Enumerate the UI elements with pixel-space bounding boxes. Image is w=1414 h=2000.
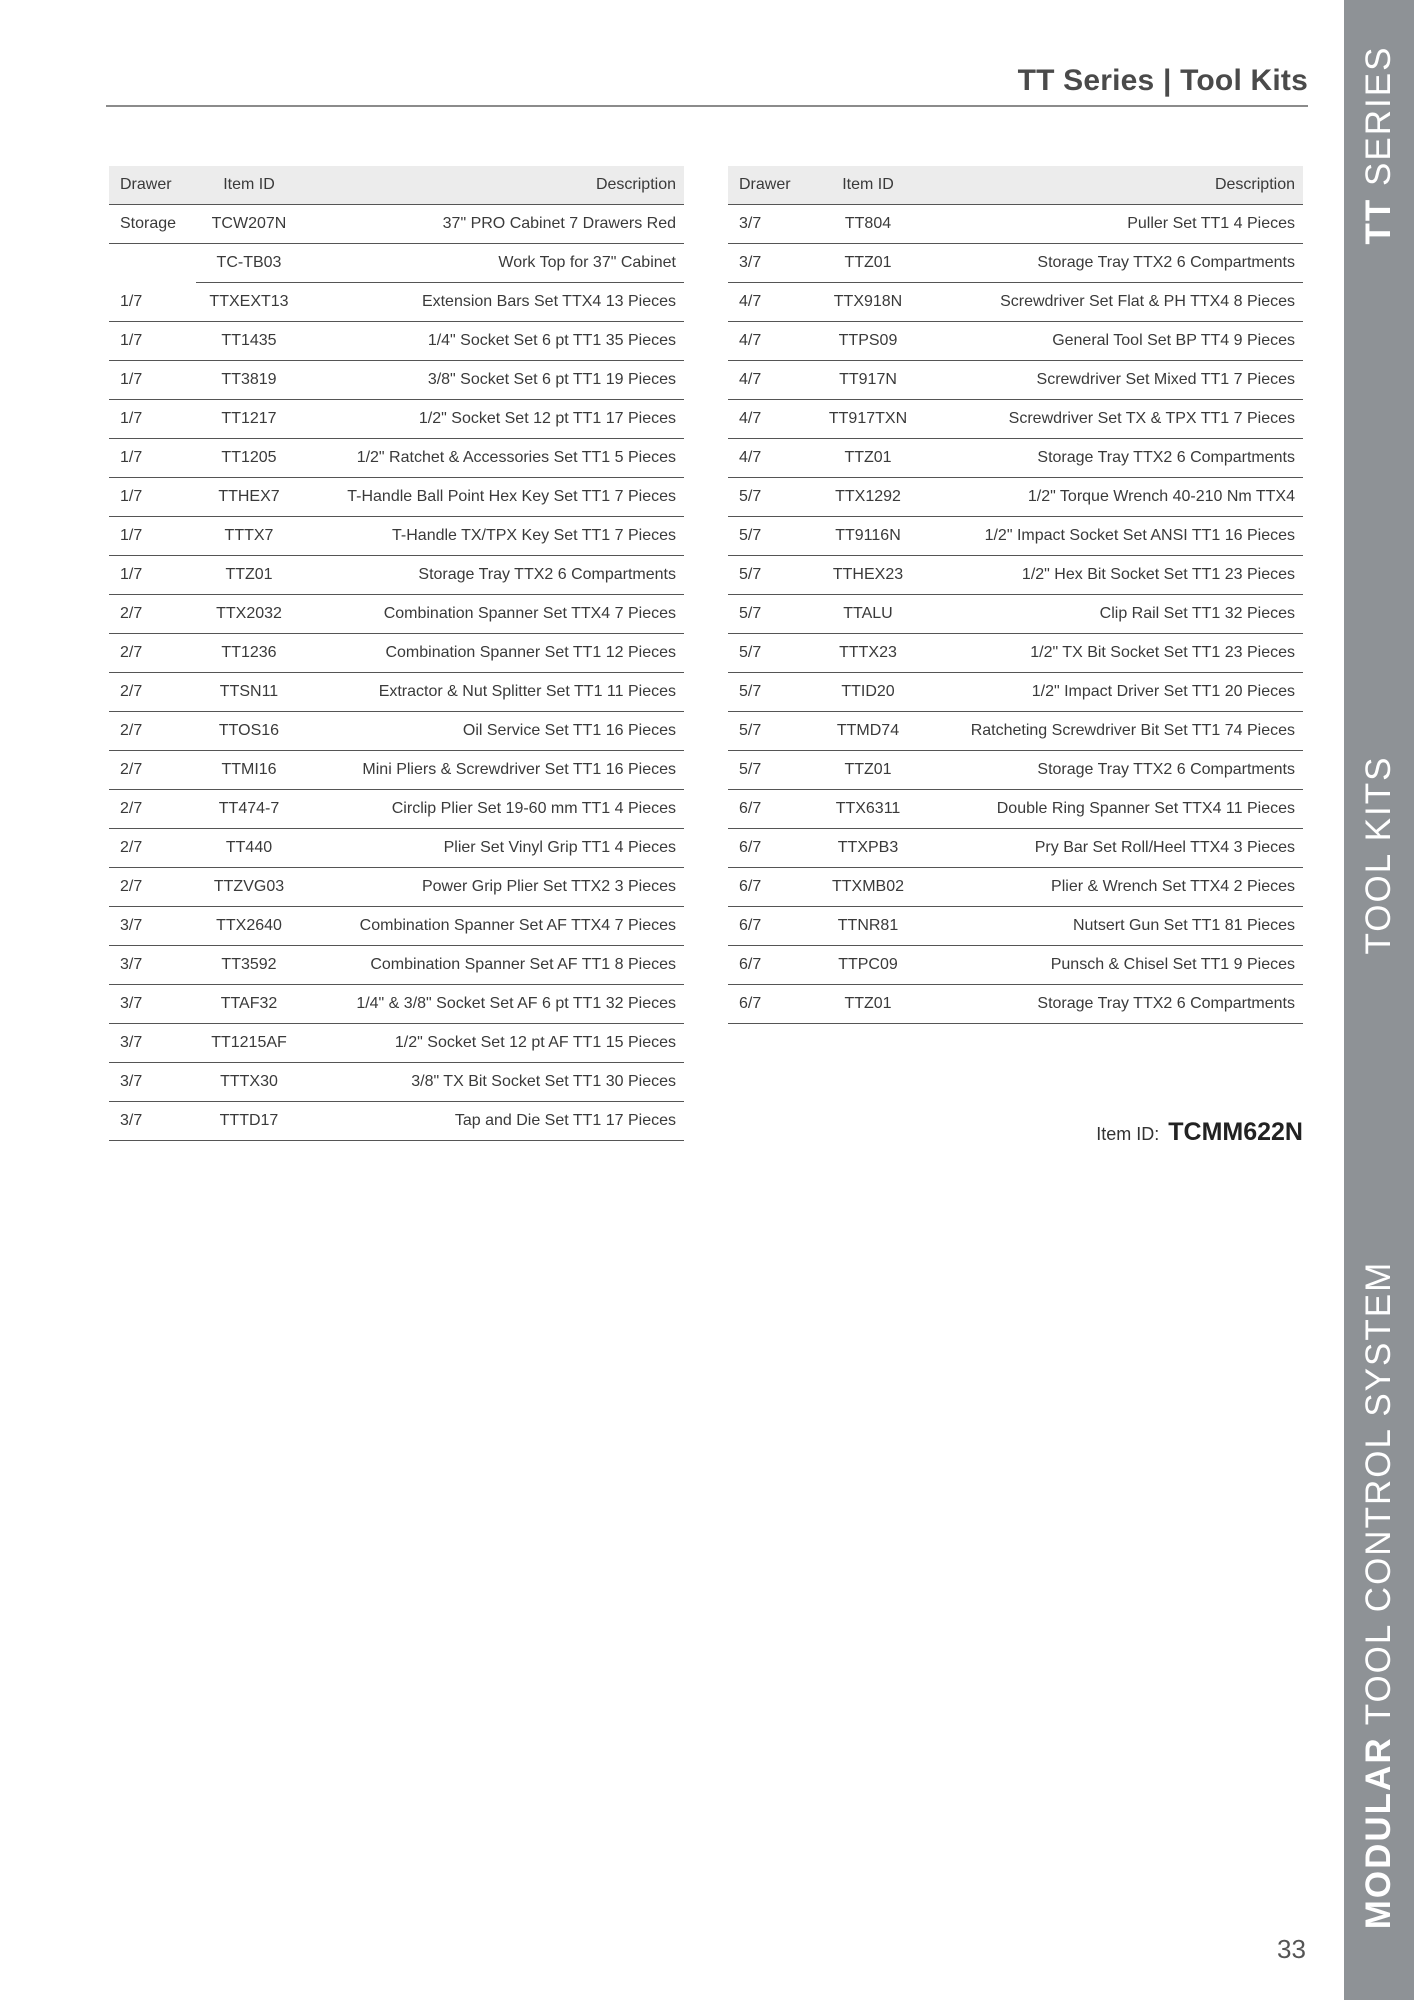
item-id-cell: TTXEXT13	[196, 283, 302, 322]
table-row	[109, 1024, 684, 1063]
table-row	[109, 517, 684, 556]
item-id-cell: TTX2640	[196, 907, 302, 946]
left-table-header	[109, 166, 684, 205]
description-cell: 1/2" Torque Wrench 40-210 Nm TTX4	[921, 478, 1303, 517]
description-cell: Plier Set Vinyl Grip TT1 4 Pieces	[302, 829, 684, 868]
item-id-cell: TC-TB03	[196, 244, 302, 283]
table-row	[109, 790, 684, 829]
description-cell: Oil Service Set TT1 16 Pieces	[302, 712, 684, 751]
table-row	[109, 322, 684, 361]
item-id-cell: TTZ01	[196, 556, 302, 595]
table-row	[109, 673, 684, 712]
table-row	[109, 985, 684, 1024]
table-row	[728, 868, 1303, 907]
drawer-cell: 4/7	[728, 400, 815, 439]
description-cell: Combination Spanner Set TTX4 7 Pieces	[302, 595, 684, 634]
system-label	[1359, 1261, 1399, 1930]
drawer-cell: 2/7	[109, 595, 196, 634]
description-cell: Storage Tray TTX2 6 Compartments	[302, 556, 684, 595]
item-id-cell: TTX918N	[815, 283, 921, 322]
column-header-drawer: Drawer	[109, 166, 196, 205]
table-row	[728, 712, 1303, 751]
description-cell: 1/2" Socket Set 12 pt TT1 17 Pieces	[302, 400, 684, 439]
drawer-cell: 3/7	[109, 1102, 196, 1141]
description-cell: Punsch & Chisel Set TT1 9 Pieces	[921, 946, 1303, 985]
drawer-cell: 2/7	[109, 868, 196, 907]
description-cell: Storage Tray TTX2 6 Compartments	[921, 244, 1303, 283]
table-row	[109, 829, 684, 868]
item-id-cell: TTHEX7	[196, 478, 302, 517]
column-header-description: Description	[302, 166, 684, 205]
table-row	[109, 1102, 684, 1141]
description-cell: Work Top for 37" Cabinet	[302, 244, 684, 283]
drawer-cell: 3/7	[728, 244, 815, 283]
table-row	[109, 712, 684, 751]
description-cell: 1/2" Impact Driver Set TT1 20 Pieces	[921, 673, 1303, 712]
description-cell: 1/2" TX Bit Socket Set TT1 23 Pieces	[921, 634, 1303, 673]
table-row	[728, 322, 1303, 361]
drawer-cell: 2/7	[109, 673, 196, 712]
column-header-description: Description	[921, 166, 1303, 205]
drawer-cell: 1/7	[109, 322, 196, 361]
table-row	[109, 283, 684, 322]
description-cell: 1/4" Socket Set 6 pt TT1 35 Pieces	[302, 322, 684, 361]
drawer-cell: 3/7	[109, 1063, 196, 1102]
item-id-cell: TTXPB3	[815, 829, 921, 868]
item-id-cell: TTX1292	[815, 478, 921, 517]
item-id-cell: TTZVG03	[196, 868, 302, 907]
drawer-cell: 6/7	[728, 946, 815, 985]
item-id-cell: TTTX23	[815, 634, 921, 673]
description-cell: 1/2" Socket Set 12 pt AF TT1 15 Pieces	[302, 1024, 684, 1063]
item-id-cell: TT3592	[196, 946, 302, 985]
description-cell: Puller Set TT1 4 Pieces	[921, 205, 1303, 244]
drawer-cell: 1/7	[109, 400, 196, 439]
drawer-cell: 2/7	[109, 634, 196, 673]
series-label	[1359, 46, 1399, 245]
drawer-cell	[109, 244, 196, 283]
description-cell: Combination Spanner Set TT1 12 Pieces	[302, 634, 684, 673]
column-header-item-id: Item ID	[815, 166, 921, 205]
drawer-cell: 3/7	[728, 205, 815, 244]
description-cell: 1/2" Hex Bit Socket Set TT1 23 Pieces	[921, 556, 1303, 595]
column-header-drawer: Drawer	[728, 166, 815, 205]
table-row	[728, 439, 1303, 478]
table-row	[109, 556, 684, 595]
right-table	[728, 166, 1303, 1024]
table-row	[109, 244, 684, 283]
item-id-cell: TT1236	[196, 634, 302, 673]
page-header	[106, 58, 1308, 107]
description-cell: Extension Bars Set TTX4 13 Pieces	[302, 283, 684, 322]
description-cell: T-Handle Ball Point Hex Key Set TT1 7 Pieces	[302, 478, 684, 517]
item-id-cell: TT3819	[196, 361, 302, 400]
table-row	[109, 595, 684, 634]
tool-kits-label: TOOL KITS	[1359, 755, 1398, 955]
description-cell: Combination Spanner Set AF TT1 8 Pieces	[302, 946, 684, 985]
kit-item-id	[1096, 1118, 1303, 1147]
table-row	[109, 205, 684, 244]
item-id-cell: TTALU	[815, 595, 921, 634]
table-row	[109, 907, 684, 946]
drawer-cell: 2/7	[109, 829, 196, 868]
item-id-cell: TT474-7	[196, 790, 302, 829]
drawer-cell: 1/7	[109, 361, 196, 400]
drawer-cell: 2/7	[109, 751, 196, 790]
item-id-cell: TT9116N	[815, 517, 921, 556]
description-cell: T-Handle TX/TPX Key Set TT1 7 Pieces	[302, 517, 684, 556]
item-id-cell: TTOS16	[196, 712, 302, 751]
item-id-cell: TT804	[815, 205, 921, 244]
item-id-cell: TTAF32	[196, 985, 302, 1024]
item-id-cell: TTZ01	[815, 985, 921, 1024]
drawer-cell: 4/7	[728, 361, 815, 400]
table-row	[109, 634, 684, 673]
description-cell: Extractor & Nut Splitter Set TT1 11 Pieces	[302, 673, 684, 712]
drawer-cell: 6/7	[728, 790, 815, 829]
table-row	[728, 634, 1303, 673]
description-cell: General Tool Set BP TT4 9 Pieces	[921, 322, 1303, 361]
drawer-cell: 5/7	[728, 556, 815, 595]
table-row	[728, 517, 1303, 556]
side-strip	[1344, 0, 1414, 2000]
drawer-cell: 1/7	[109, 478, 196, 517]
description-cell: 37" PRO Cabinet 7 Drawers Red	[302, 205, 684, 244]
drawer-cell: 4/7	[728, 322, 815, 361]
item-id-cell: TT1217	[196, 400, 302, 439]
item-id-cell: TTTX30	[196, 1063, 302, 1102]
drawer-cell: 6/7	[728, 868, 815, 907]
description-cell: Mini Pliers & Screwdriver Set TT1 16 Pieces	[302, 751, 684, 790]
table-row	[728, 205, 1303, 244]
item-id-cell: TTPS09	[815, 322, 921, 361]
item-id-cell: TTX2032	[196, 595, 302, 634]
description-cell: 1/2" Impact Socket Set ANSI TT1 16 Pieces	[921, 517, 1303, 556]
drawer-cell: 2/7	[109, 790, 196, 829]
drawer-cell: 3/7	[109, 946, 196, 985]
system-label-text: TOOL CONTROL SYSTEM	[1359, 1260, 1398, 1726]
description-cell: Ratcheting Screwdriver Bit Set TT1 74 Pieces	[921, 712, 1303, 751]
table-row	[728, 556, 1303, 595]
item-id-cell: TTSN11	[196, 673, 302, 712]
table-row	[728, 751, 1303, 790]
drawer-cell: 4/7	[728, 283, 815, 322]
page-number: 33	[1277, 1934, 1306, 1964]
item-id-cell: TTPC09	[815, 946, 921, 985]
item-id-cell: TT1435	[196, 322, 302, 361]
item-id-cell: TTTD17	[196, 1102, 302, 1141]
drawer-cell: 6/7	[728, 907, 815, 946]
table-row	[728, 595, 1303, 634]
description-cell: Clip Rail Set TT1 32 Pieces	[921, 595, 1303, 634]
right-table-header	[728, 166, 1303, 205]
table-row	[728, 946, 1303, 985]
description-cell: Storage Tray TTX2 6 Compartments	[921, 751, 1303, 790]
drawer-cell: 5/7	[728, 751, 815, 790]
table-row	[109, 868, 684, 907]
table-row	[109, 400, 684, 439]
drawer-cell: 2/7	[109, 712, 196, 751]
item-id-cell: TTXMB02	[815, 868, 921, 907]
item-id-cell: TT440	[196, 829, 302, 868]
series-label-text: SERIES	[1359, 45, 1398, 186]
description-cell: Storage Tray TTX2 6 Compartments	[921, 985, 1303, 1024]
system-label-bold: MODULAR	[1359, 1736, 1398, 1930]
drawer-cell: 5/7	[728, 517, 815, 556]
description-cell: 3/8" TX Bit Socket Set TT1 30 Pieces	[302, 1063, 684, 1102]
description-cell: Nutsert Gun Set TT1 81 Pieces	[921, 907, 1303, 946]
item-id-cell: TTMD74	[815, 712, 921, 751]
item-id-cell: TT917TXN	[815, 400, 921, 439]
description-cell: Double Ring Spanner Set TTX4 11 Pieces	[921, 790, 1303, 829]
description-cell: 1/2" Ratchet & Accessories Set TT1 5 Pieces	[302, 439, 684, 478]
table-row	[109, 361, 684, 400]
table-row	[728, 907, 1303, 946]
item-id-cell: TTTX7	[196, 517, 302, 556]
table-row	[109, 946, 684, 985]
drawer-cell: Storage	[109, 205, 196, 244]
kit-item-id-label: Item ID:	[1096, 1124, 1160, 1144]
table-row	[728, 829, 1303, 868]
table-row	[728, 790, 1303, 829]
description-cell: Plier & Wrench Set TTX4 2 Pieces	[921, 868, 1303, 907]
column-header-item-id: Item ID	[196, 166, 302, 205]
drawer-cell: 6/7	[728, 829, 815, 868]
table-row	[109, 439, 684, 478]
item-id-cell: TTNR81	[815, 907, 921, 946]
table-row	[728, 361, 1303, 400]
description-cell: Pry Bar Set Roll/Heel TTX4 3 Pieces	[921, 829, 1303, 868]
drawer-cell: 5/7	[728, 595, 815, 634]
table-row	[728, 283, 1303, 322]
table-row	[109, 1063, 684, 1102]
item-id-cell: TTZ01	[815, 751, 921, 790]
drawer-cell: 5/7	[728, 673, 815, 712]
series-label-bold: TT	[1359, 197, 1398, 245]
left-table	[109, 166, 684, 1141]
page-title: TT Series | Tool Kits	[1017, 64, 1308, 97]
item-id-cell: TCW207N	[196, 205, 302, 244]
drawer-cell: 5/7	[728, 712, 815, 751]
drawer-cell: 1/7	[109, 556, 196, 595]
drawer-cell: 6/7	[728, 985, 815, 1024]
description-cell: 3/8" Socket Set 6 pt TT1 19 Pieces	[302, 361, 684, 400]
item-id-cell: TTHEX23	[815, 556, 921, 595]
item-id-cell: TTZ01	[815, 244, 921, 283]
description-cell: Storage Tray TTX2 6 Compartments	[921, 439, 1303, 478]
drawer-cell: 4/7	[728, 439, 815, 478]
drawer-cell: 3/7	[109, 985, 196, 1024]
table-row	[109, 751, 684, 790]
table-row	[109, 478, 684, 517]
description-cell: Screwdriver Set Mixed TT1 7 Pieces	[921, 361, 1303, 400]
item-id-cell: TTMI16	[196, 751, 302, 790]
drawer-cell: 3/7	[109, 1024, 196, 1063]
item-id-cell: TTZ01	[815, 439, 921, 478]
drawer-cell: 5/7	[728, 634, 815, 673]
table-row	[728, 244, 1303, 283]
description-cell: 1/4" & 3/8" Socket Set AF 6 pt TT1 32 Pieces	[302, 985, 684, 1024]
table-row	[728, 673, 1303, 712]
drawer-cell: 5/7	[728, 478, 815, 517]
drawer-cell: 3/7	[109, 907, 196, 946]
description-cell: Screwdriver Set TX & TPX TT1 7 Pieces	[921, 400, 1303, 439]
table-row	[728, 478, 1303, 517]
table-row	[728, 985, 1303, 1024]
table-row	[728, 400, 1303, 439]
item-id-cell: TT1215AF	[196, 1024, 302, 1063]
item-id-cell: TTID20	[815, 673, 921, 712]
description-cell: Screwdriver Set Flat & PH TTX4 8 Pieces	[921, 283, 1303, 322]
drawer-cell: 1/7	[109, 517, 196, 556]
item-id-cell: TT917N	[815, 361, 921, 400]
description-cell: Circlip Plier Set 19-60 mm TT1 4 Pieces	[302, 790, 684, 829]
description-cell: Tap and Die Set TT1 17 Pieces	[302, 1102, 684, 1141]
kit-item-id-value: TCMM622N	[1168, 1118, 1303, 1146]
drawer-cell: 1/7	[109, 439, 196, 478]
drawer-cell: 1/7	[109, 283, 196, 322]
item-id-cell: TTX6311	[815, 790, 921, 829]
item-id-cell: TT1205	[196, 439, 302, 478]
description-cell: Power Grip Plier Set TTX2 3 Pieces	[302, 868, 684, 907]
description-cell: Combination Spanner Set AF TTX4 7 Pieces	[302, 907, 684, 946]
